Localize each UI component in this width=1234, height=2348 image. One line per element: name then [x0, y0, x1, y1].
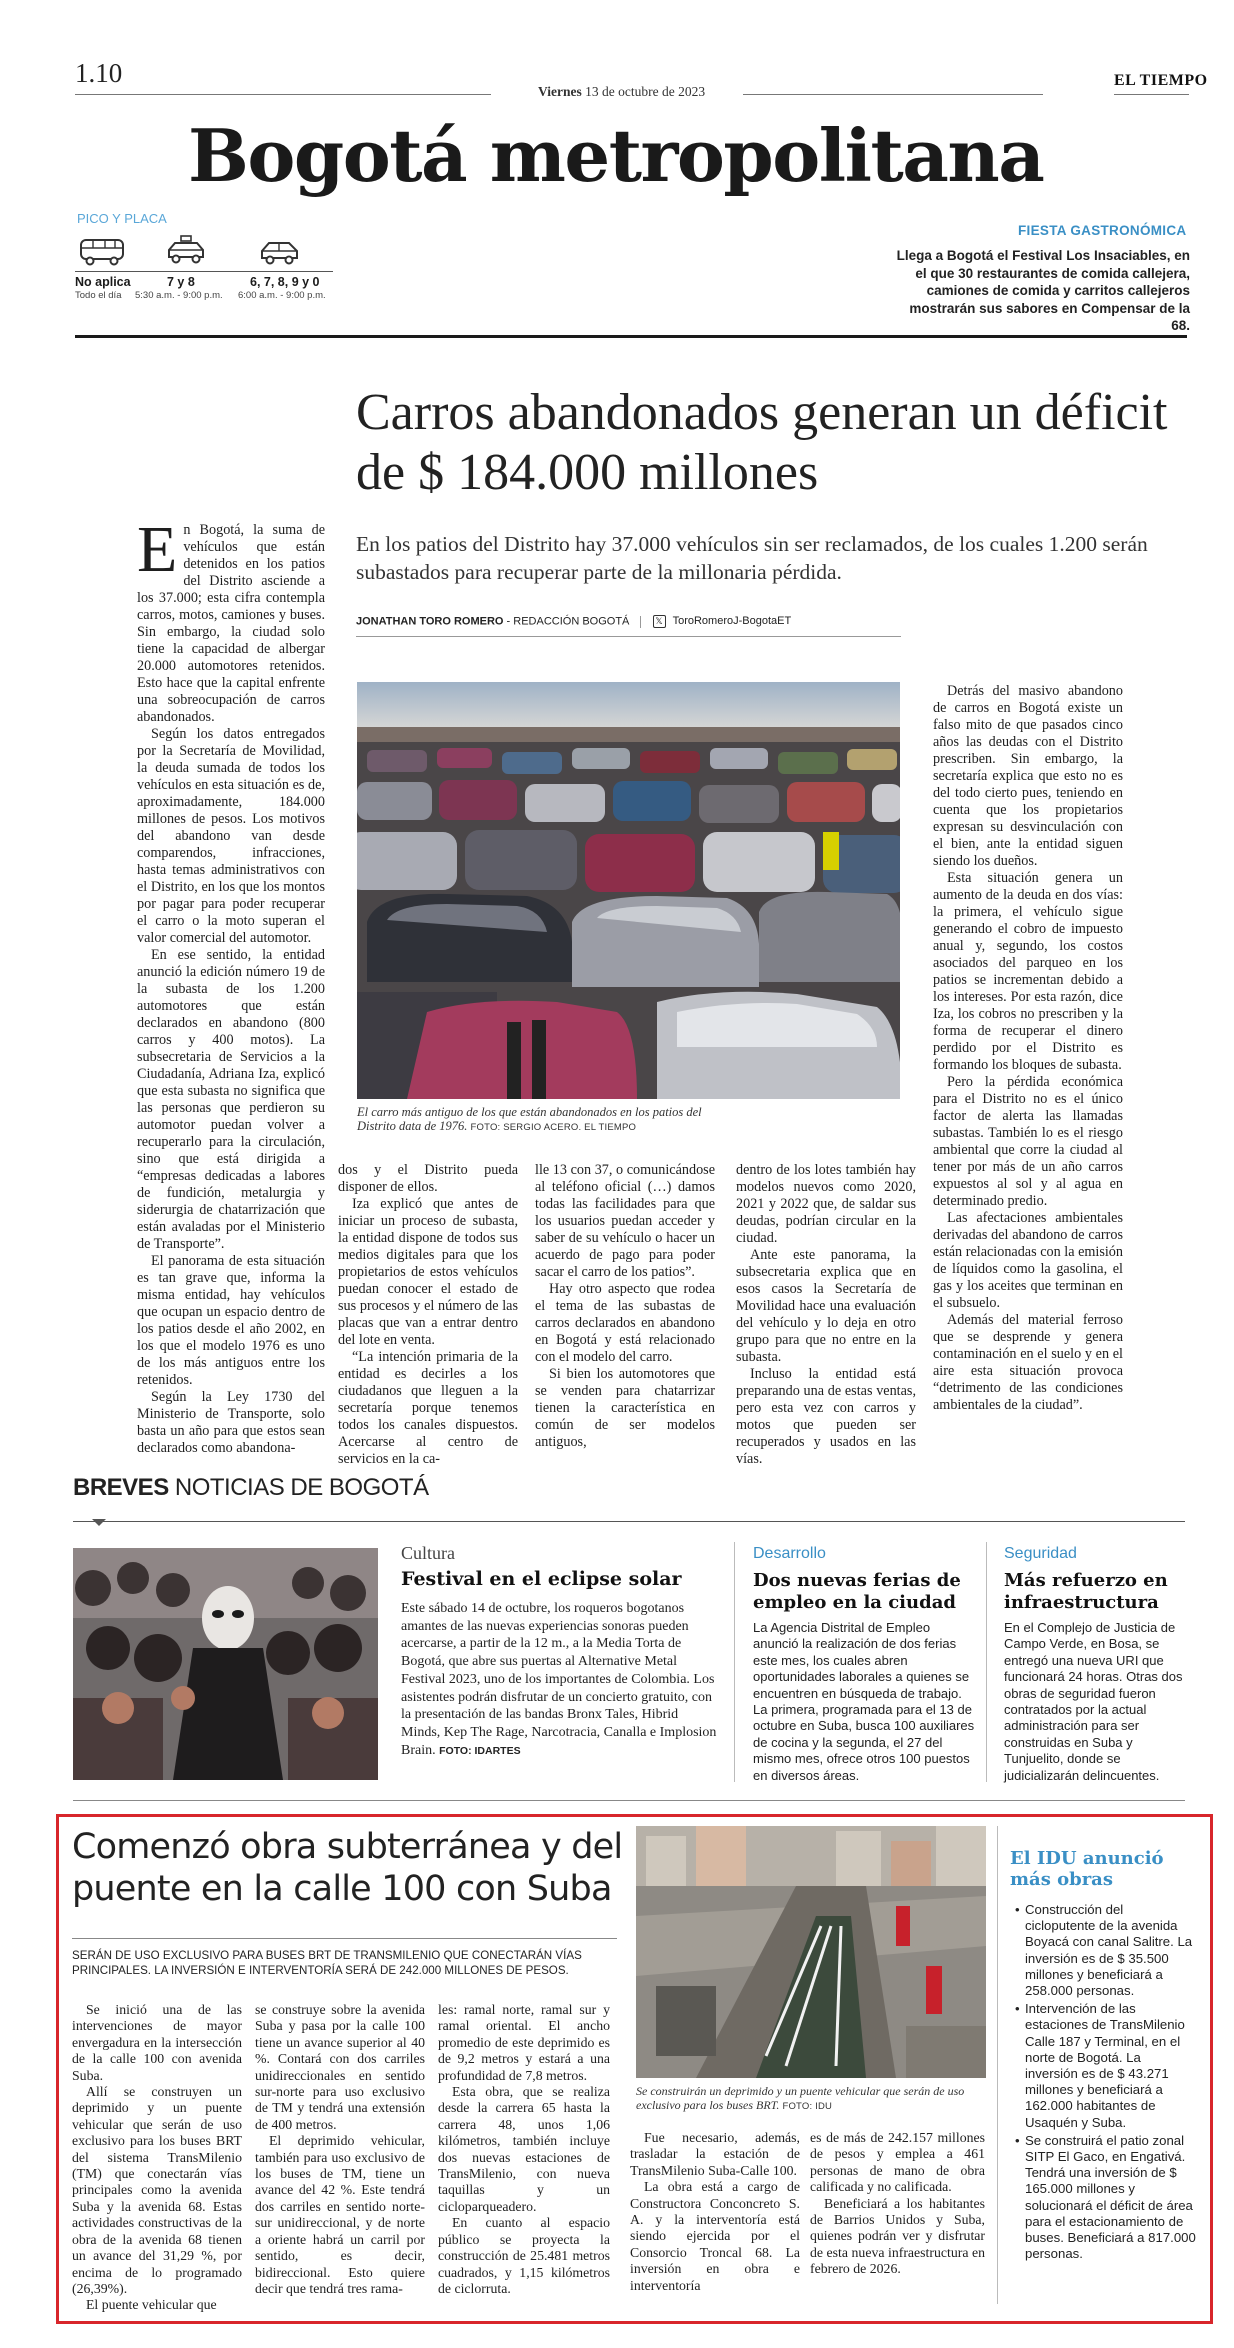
main-col1-p5: Según la Ley 1730 del Ministerio de Transporte, solo basta un año para que estos sean declarados como abandona-	[137, 1389, 325, 1456]
main-col4-p3: Incluso la entidad está preparando una de estas ventas, pero esta vez con carros y motos que pueden ser recuperados y usados en las vías.	[736, 1366, 916, 1467]
car-icon	[259, 237, 301, 267]
main-col4-p1: dentro de los lotes también hay modelos nuevos como 2020, 2021 y 2022 que, de saldar sus deudas, podrían circular en la ciudad.	[736, 1162, 916, 1246]
page-number: 1.10	[75, 58, 123, 88]
main-col-3	[535, 1162, 715, 1451]
second-col4-p1: Fue necesario, además, trasladar la estación de TransMilenio Suba-Calle 100.	[630, 2130, 800, 2178]
main-col-4	[736, 1162, 916, 1468]
second-col4-p2: La obra está a cargo de Constructora Conconcreto S. A. y la interventoría está siendo ejercida por el Consorcio Troncal 68. La inversión en obra e interventoría	[630, 2179, 800, 2293]
main-photo-caption-text: El carro más antiguo de los que están abandonados en los patios del Distrito data de 1976.	[357, 1105, 702, 1133]
main-col5-p5: Además del material ferroso que se desprende y genera contaminación en el suelo y en el aire esta situación provoca “detrimento de las condiciones ambientales de la ciudad”.	[933, 1312, 1123, 1413]
masthead-bottom-rule	[75, 335, 1187, 338]
main-col4-p2: Ante este panorama, la subsecretaria explica que en esos casos la Secretaría de Movilidad hace una evaluación del vehículo y lo deja en otro grupo para que no entre en la subasta.	[736, 1247, 916, 1365]
date-day: Viernes	[538, 84, 582, 99]
brand-logo: EL TIEMPO	[1114, 72, 1208, 89]
second-col1-p2: Allí se construyen un deprimido y un puente vehicular que serán de uso exclusivo para los buses BRT del sistema TransMilenio (TM) que conectarán vías principales como la avenida Suba y la avenida 68. Estas actividades constructivas de la obra de la avenida 68 tienen un avance del 31,29 %, por encima de lo programado (26,39%).	[72, 2084, 242, 2296]
main-col1-p3: En ese sentido, la entidad anunció la edición número 19 de la subasta de los 1.200 automotores que están declarados en abandono (800 carros y 400 motos). La subsecretaria de Servicios a la Ciudadanía, Adriana Iza, explicó que esta subasta no significa que las personas que perdieron su automotor puedan volver a recuperarlo para la circulación, sino que está dirigida a “empresas dedicadas a labores de fundición, metalurgia y siderurgia de chatarrización que están avaladas por el Ministerio de Transporte”.	[137, 947, 325, 1252]
brief-divider-1	[734, 1542, 735, 1782]
brief-2-text: La Agencia Distrital de Empleo anunció la realización de dos ferias este mes, los cuales abren oportunidades laborales a quienes se encuentren en búsqueda de trabajo. La primera, programada para el 13 de octubre en Suba, busca 100 auxiliares de cocina y la segunda, el 27 del mismo mes, ofrece otros 100 puestos en diversos áreas.	[753, 1620, 975, 1783]
date-rest: 13 de octubre de 2023	[585, 84, 706, 99]
section-title: Bogotá metropolitana	[188, 113, 1044, 198]
byline-desk: - REDACCIÓN BOGOTÁ	[503, 615, 630, 628]
brief-3-text: En el Complejo de Justicia de Campo Verde, en Bosa, se entregó una nueva URI que funcionará 24 horas. Otras dos obras de seguridad fueron contratados por la actual administración para ser construidas en Suba y Tunjuelito, donde se judicializarán delincuentes.	[1004, 1620, 1183, 1783]
second-photo	[636, 1826, 986, 2078]
sidebar-item: • Se construirá el patio zonal SITP El Gaco, en Engativá. Tendrá una inversión de $ 165.000 millones y solucionará el déficit de área para el estacionamiento de buses. Beneficiará a 817.000 personas.	[1015, 2133, 1197, 2263]
second-col5-p1: es de más de 242.157 millones de pesos y emplea a 461 personas de mano de obra calificada y no calificada.	[810, 2130, 985, 2195]
briefs-label	[73, 1474, 429, 1502]
briefs-label-rest: NOTICIAS DE BOGOTÁ	[168, 1474, 429, 1501]
brief-2-title: Dos nuevas ferias de empleo en la ciudad	[753, 1570, 961, 1613]
byline-social[interactable]: ToroRomeroJ-BogotaET	[672, 615, 792, 628]
teaser-text: Llega a Bogotá el Festival Los Insaciables, en el que 30 restaurantes de comida callejera, camiones de comida y carritos callejeros mostrarán sus sabores en Compensar de la 68.	[896, 248, 1190, 333]
sidebar-item: • Intervención de las estaciones de TransMilenio Calle 187 y Terminal, en el norte de Bogotá. La inversión es de $ 43.271 millones y beneficiará a 162.000 habitantes de Usaquén y Suba.	[1015, 2001, 1197, 2131]
main-photo	[357, 682, 900, 1099]
main-col5-p3: Pero la pérdida económica para el Distrito no es el único factor de alerta las llamadas subastas. También lo es el riesgo ambiental que corre la ciudad al tener por más de un año carros expuestos al sol y al agua en determinado predio.	[933, 1074, 1123, 1209]
bus-icon	[79, 237, 125, 267]
brief-2-section: Desarrollo	[753, 1545, 826, 1562]
main-col-2	[338, 1162, 518, 1468]
main-photo-credit: FOTO: SERGIO ACERO. EL TIEMPO	[470, 1122, 637, 1133]
main-col2-p3: “La intención primaria de la entidad es decirles a los ciudadanos que lleguen a la secretaría porque tenemos todos los canales dispuestos. Acercarse al centro de servicios en la ca-	[338, 1349, 518, 1467]
main-dek: En los patios del Distrito hay 37.000 vehículos sin ser reclamados, de los cuales 1.200 serán subastados para recuperar parte de la millonaria pérdida.	[356, 532, 1148, 584]
sidebar-title: El IDU anunció más obras	[1010, 1848, 1164, 1890]
byline-rule	[356, 636, 901, 637]
second-col2-p2: El deprimido vehicular, también para uso exclusivo de los buses de TM, tiene un avance del 42 %. Este tendrá dos carriles en sentido norte-sur unidireccional, y de norte a oriente habrá un carril por sentido, es decir, bidireccional. Esto quiere decir que tendrá tres rama-	[255, 2133, 425, 2296]
header-date	[538, 84, 705, 100]
pp-item-1-title: No aplica	[75, 275, 131, 289]
main-col5-p1: Detrás del masivo abandono de carros en Bogotá existe un falso mito de que pasados cinco años las deudas con el Distrito prescriben. Sin embargo, la secretaría explica que esto no es del todo cierto pues, teniendo en cuenta que los propietarios expresan su desvinculación con el bien, ante la entidad siguen siendo los dueños.	[933, 683, 1123, 869]
second-dek: SERÁN DE USO EXCLUSIVO PARA BUSES BRT DE TRANSMILENIO QUE CONECTARÁN VÍAS PRINCIPALES. LA INVERSIÓN E INTERVENTORÍA SERÁ DE 242.000 MILLONES DE PESOS.	[72, 1949, 582, 1977]
brief-1-section: Cultura	[401, 1543, 455, 1563]
main-col1-p1: n Bogotá, la suma de vehículos que están detenidos en los patios del Distrito asciende a los 37.000; esta cifra contempla carros, motos, camiones y buses. Sin embargo, la ciudad solo tiene la capacidad de albergar 20.000 automotores retenidos. Esto hace que la capital enfrente una sobreocupación de carros abandonados.	[137, 522, 325, 725]
byline-name: JONATHAN TORO ROMERO	[356, 615, 504, 628]
drop-cap: E	[137, 513, 178, 586]
byline	[356, 615, 791, 628]
sidebar-list	[1005, 1902, 1197, 2264]
second-col-1	[72, 2002, 242, 2314]
second-col-2	[255, 2002, 425, 2297]
second-col1-p3: El puente vehicular que	[86, 2297, 217, 2313]
second-col3-p1: les: ramal norte, ramal sur y ramal oriental. El ancho promedio de este deprimido es de 9,2 metros y estará a una profundidad de 7,8 metros.	[438, 2002, 610, 2083]
x-icon: 𝕏	[653, 615, 666, 628]
brief-photo-concert	[73, 1548, 378, 1780]
sidebar-divider	[997, 1826, 998, 2304]
main-col5-p2: Esta situación genera un aumento de la deuda en dos vías: la primera, el vehículo sigue generando el cobro de impuesto anual y, segundo, los costos asociados del parqueo en los patios se incrementan debido a los intereses. Por esta razón, dice Iza, los cobros no prescriben y la forma de recuperar el dinero perdido por el Distrito es formando los bloques de subasta.	[933, 870, 1123, 1073]
brief-3-section: Seguridad	[1004, 1545, 1077, 1562]
main-headline: Carros abandonados generan un déficit de $ 184.000 millones	[356, 384, 1168, 501]
pp-item-2-title: 7 y 8	[167, 275, 195, 289]
brief-1-text: Este sábado 14 de octubre, los roqueros bogotanos amantes de las nuevas experiencias sonoras pueden acercarse, a partir de la 12 m., a la Media Torta de Bogotá, que abre sus puertas al Alternative Metal Festival 2023, uno de los importantes de Colombia. Los asistentes podrán disfrutar de un concierto gratuito, con la presentación de las bandas Bronx Tales, Hibrid Minds, Kep The Rage, Narcotracia, Canalla e Implosion Brain.	[401, 1601, 717, 1758]
main-col2-p2: Iza explicó que antes de iniciar un proceso de subasta, la entidad dispone de todos sus medios digitales para que los propietarios de estos vehículos puedan conocer el estado de sus procesos y el número de las placas que van a entrar dentro del lote en venta.	[338, 1196, 518, 1348]
main-col2-p1: dos y el Distrito pueda disponer de ellos.	[338, 1162, 518, 1195]
brief-1-credit: FOTO: IDARTES	[439, 1744, 521, 1757]
second-col-4	[630, 2130, 800, 2294]
main-col-5	[933, 683, 1123, 1414]
main-col3-p2: Hay otro aspecto que rodea el tema de las subastas de carros declarados en abandono en Bogotá y está relacionado con el modelo del carro.	[535, 1281, 715, 1365]
briefs-rule	[73, 1521, 1185, 1522]
taxi-icon	[165, 235, 207, 267]
header-rule-right	[743, 94, 1043, 95]
main-col-1	[137, 513, 325, 1457]
byline-separator	[640, 616, 641, 628]
second-col1-p1: Se inició una de las intervenciones de mayor envergadura en la intersección de la calle 100 con avenida Suba.	[72, 2002, 242, 2083]
sidebar-item: • Construcción del cicloputente de la avenida Boyacá con canal Salitre. La inversión es de $ 35.500 millones y beneficiará a 258.000 personas.	[1015, 1902, 1197, 1999]
pp-item-1-sub: Todo el día	[75, 290, 122, 301]
main-photo-caption	[357, 1105, 717, 1135]
brand-rule	[1114, 94, 1189, 95]
pico-placa-rule	[75, 271, 333, 272]
second-col3-p2: Esta obra, que se realiza desde la carrera 65 hasta la carrera 48, unos 1,06 kilómetros, también incluye dos nuevas estaciones de TransMilenio, con nueva taquillas y un cicloparqueadero.	[438, 2084, 610, 2214]
second-col-3	[438, 2002, 610, 2297]
main-col1-p2: Según los datos entregados por la Secretaría de Movilidad, la deuda sumada de todos los vehículos en esta situación es de, aproximadamente, 184.000 millones de pesos. Los motivos del abandono van desde comparendos, infracciones, hasta temas administrativos con el Distrito, en los que los montos por pagar para poder recuperar el carro o la moto superan el valor comercial del automotor.	[137, 726, 325, 946]
briefs-label-bold: BREVES	[73, 1474, 169, 1501]
second-col5-p2: Beneficiará a los habitantes de Barrios Unidos y Suba, quienes podrán ver y disfrutar de esta nueva infraestructura en febrero de 2026.	[810, 2195, 985, 2277]
pp-item-2-sub: 5:30 a.m. - 9:00 p.m.	[135, 290, 223, 301]
brief-1-body	[401, 1600, 719, 1760]
brief-1-title: Festival en el eclipse solar	[401, 1568, 682, 1590]
briefs-bottom-rule	[73, 1800, 1185, 1801]
header-rule-left	[75, 94, 491, 95]
main-col1-p4: El panorama de esta situación es tan grave que, informa la misma entidad, hay vehículos que ocupan un espacio dentro de los patios desde el año 2002, en los que el modelo 1976 es uno de los más antiguos entre los retenidos.	[137, 1253, 325, 1388]
pico-placa-block	[75, 235, 345, 305]
brief-3-title: Más refuerzo en infraestructura	[1004, 1570, 1168, 1613]
second-col-5	[810, 2130, 985, 2278]
second-headline: Comenzó obra subterránea y del puente en la calle 100 con Suba	[72, 1827, 623, 1909]
main-col3-p1: lle 13 con 37, o comunicándose al teléfono oficial (…) damos todas las facilidades para que los usuarios puedan acceder y saber de su vehículo o hacer un acuerdo de pago para poder sacar el carro de los patios”.	[535, 1162, 715, 1280]
briefs-rule-notch	[92, 1519, 106, 1526]
main-col3-p3: Si bien los automotores que se venden para chatarrizar tienen la característica en común de ser modelos antiguos,	[535, 1366, 715, 1450]
brief-divider-2	[986, 1542, 987, 1782]
main-col5-p4: Las afectaciones ambientales derivadas del abandono de carros están relacionadas con la emisión de líquidos como la gasolina, el gas y los aceites que terminan en el subsuelo.	[933, 1210, 1123, 1311]
second-photo-credit: FOTO: IDU	[782, 2101, 833, 2112]
second-photo-caption-text: Se construirán un deprimido y un puente vehicular que serán de uso exclusivo para los buses BRT.	[636, 2084, 965, 2112]
second-photo-caption	[636, 2084, 981, 2114]
second-col2-p1: se construye sobre la avenida Suba y pasa por la calle 100 tiene un avance superior al 40 %. Contará con dos carriles unidireccionales en sentido sur-norte para uso exclusivo de TM y tendrá una extensión de 400 metros.	[255, 2002, 425, 2132]
pico-placa-label: PICO Y PLACA	[77, 211, 167, 226]
teaser-label: FIESTA GASTRONÓMICA	[1018, 223, 1187, 238]
pp-item-3-title: 6, 7, 8, 9 y 0	[250, 275, 320, 289]
second-col3-p3: En cuanto al espacio público se proyecta la construcción de 25.481 metros cuadrados, y 1,15 kilómetros de ciclorruta.	[438, 2215, 610, 2296]
pp-item-3-sub: 6:00 a.m. - 9:00 p.m.	[238, 290, 326, 301]
second-dek-rule	[72, 1938, 617, 1939]
